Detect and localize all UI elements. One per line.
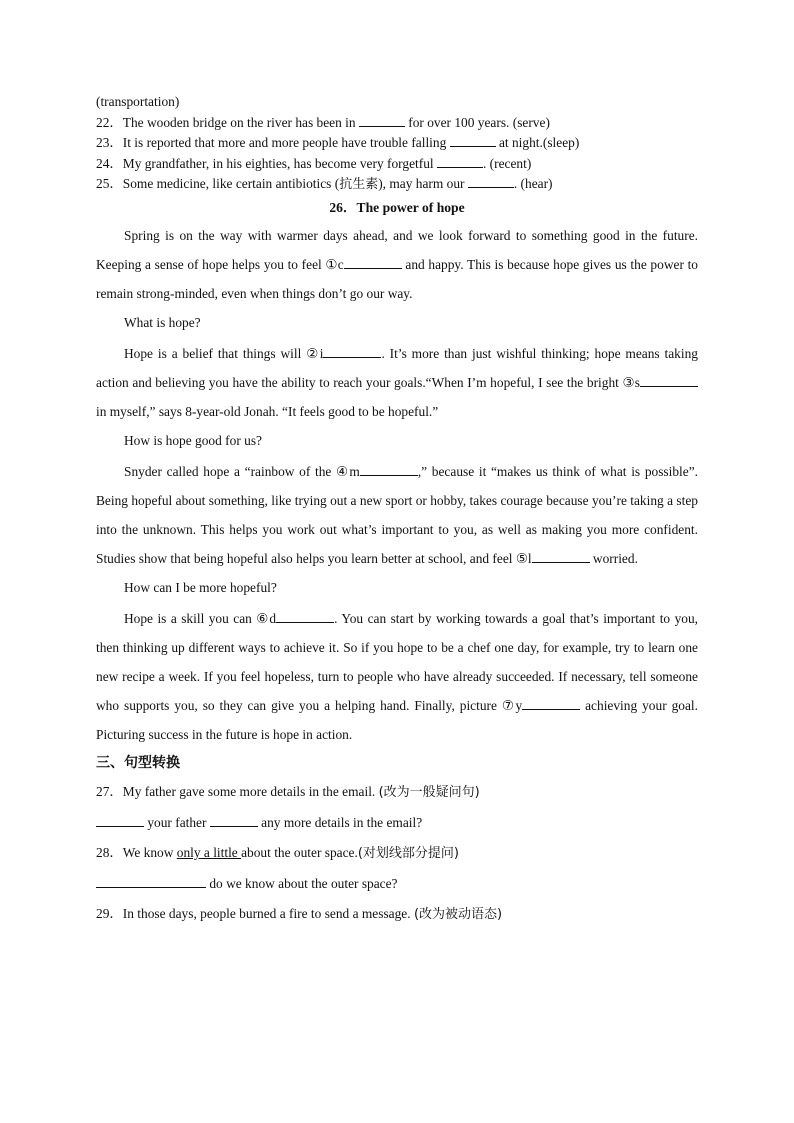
question-23: 23．It is reported that more and more people have trouble falling at night.(sleep) [96, 135, 580, 151]
answer-blank-27a[interactable] [96, 814, 144, 827]
passage-paragraph-2: Hope is a belief that things will ②i . It’s more than just wishful thinking; hope means taking action and believing you have the ability to reach your goals.“When I’m hopeful, I see the bright ③s in myself,” says 8-year-old Jonah. “It feels good to be hopeful.” [96, 345, 698, 419]
answer-blank-22[interactable] [359, 114, 405, 127]
answer-blank-5[interactable] [532, 550, 590, 563]
answer-blank-2[interactable] [323, 345, 381, 358]
passage-paragraph-4: Hope is a skill you can ⑥d . You can start by working towards a goal that’s important to you, then thinking up different ways to achieve it. So if you hope to be a chef one day, for example, try to learn one new recipe a week. If you feel hopeless, turn to people who have already succeeded. If necessary, tell someone who supports you, so they can give you a helping hand. Finally, picture ⑦y achieving your goal. Picturing success in the future is hope in action. [96, 610, 699, 742]
answer-blank-7[interactable] [522, 697, 580, 710]
line-transportation: (transportation) [96, 94, 180, 109]
answer-blank-28[interactable] [96, 875, 206, 888]
answer-blank-6[interactable] [276, 610, 334, 623]
answer-blank-24[interactable] [437, 155, 483, 168]
answer-blank-23[interactable] [450, 134, 496, 147]
passage-question-1: What is hope? [124, 314, 201, 330]
question-25: 25．Some medicine, like certain antibiotics (抗生素), may harm our . (hear) [96, 176, 553, 193]
answer-blank-1[interactable] [344, 256, 402, 269]
passage-paragraph-1: Spring is on the way with warmer days ahead, and we look forward to something good in the future. Keeping a sense of hope helps you to feel ①c and happy. This is because hope gives us the power to remain strong-minded, even when things don’t go our way. [96, 227, 698, 301]
passage-question-2: How is hope good for us? [124, 432, 262, 448]
answer-blank-25[interactable] [468, 175, 514, 188]
answer-blank-3[interactable] [640, 374, 698, 387]
question-22: 22．The wooden bridge on the river has been in for over 100 years. (serve) [96, 114, 550, 130]
answer-line-27: your father any more details in the email? [96, 808, 698, 838]
section-heading: 三、句型转换 [96, 754, 180, 771]
answer-line-28: do we know about the outer space? [96, 869, 698, 899]
answer-blank-27b[interactable] [210, 814, 258, 827]
answer-blank-4[interactable] [360, 463, 418, 476]
question-28: 28．We know only a little about the outer space.(对划线部分提问) [96, 844, 459, 861]
passage-title: 26．The power of hope [329, 199, 465, 215]
passage-question-3: How can I be more hopeful? [124, 579, 277, 595]
question-24: 24．My grandfather, in his eighties, has become very forgetful . (recent) [96, 155, 532, 171]
passage-paragraph-3: Snyder called hope a “rainbow of the ④m ,” because it “makes us think of what is possible”. Being hopeful about something, like trying out a new sport or hobby, takes courage because you’re taking a step into the unknown. This helps you work out what’s important to you, as well as making you more confident. Studies show that being hopeful also helps you learn better at school, and feel ⑤l worried. [96, 463, 699, 566]
question-29: 29．In those days, people burned a fire to send a message. (改为被动语态) [96, 905, 503, 922]
question-27: 27．My father gave some more details in the email. (改为一般疑问句) [96, 783, 480, 800]
worksheet-page [96, 92, 698, 930]
